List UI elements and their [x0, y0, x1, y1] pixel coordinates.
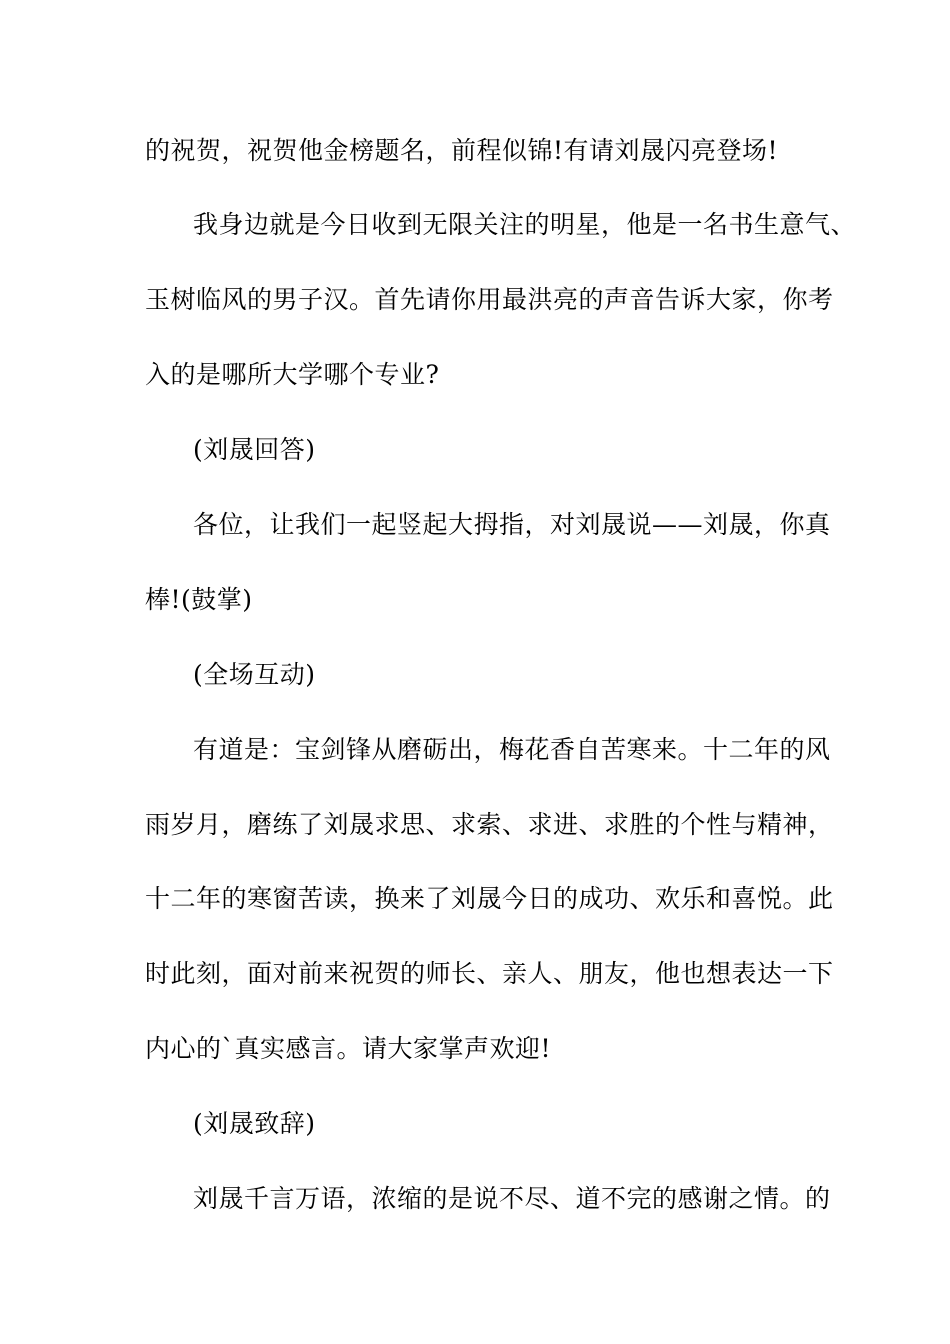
text-line: 时此刻，面对前来祝贺的师长、亲人、朋友，他也想表达一下 [145, 959, 834, 988]
text-line: 十二年的寒窗苦读，换来了刘晟今日的成功、欢乐和喜悦。此 [145, 884, 834, 913]
text-line: 棒!(鼓掌) [145, 585, 253, 614]
text-line: (全场互动) [193, 660, 316, 689]
text-line: 刘晟千言万语，浓缩的是说不尽、道不完的感谢之情。的 [193, 1184, 831, 1213]
text-line: 我身边就是今日收到无限关注的明星，他是一名书生意气、 [193, 210, 857, 239]
text-line: 的祝贺，祝贺他金榜题名，前程似锦!有请刘晟闪亮登场! [145, 136, 779, 165]
text-line: 雨岁月，磨练了刘晟求思、求索、求进、求胜的个性与精神， [145, 810, 834, 839]
text-line: (刘晟回答) [193, 435, 316, 464]
text-line: 玉树临风的男子汉。首先请你用最洪亮的声音告诉大家，你考 [145, 285, 834, 314]
text-line: 内心的`真实感言。请大家掌声欢迎! [145, 1034, 552, 1063]
text-line: (刘晟致辞) [193, 1109, 316, 1138]
text-line: 各位，让我们一起竖起大拇指，对刘晟说——刘晟，你真 [193, 510, 831, 539]
text-line: 入的是哪所大学哪个专业? [145, 360, 440, 389]
text-line: 有道是：宝剑锋从磨砺出，梅花香自苦寒来。十二年的风 [193, 735, 831, 764]
